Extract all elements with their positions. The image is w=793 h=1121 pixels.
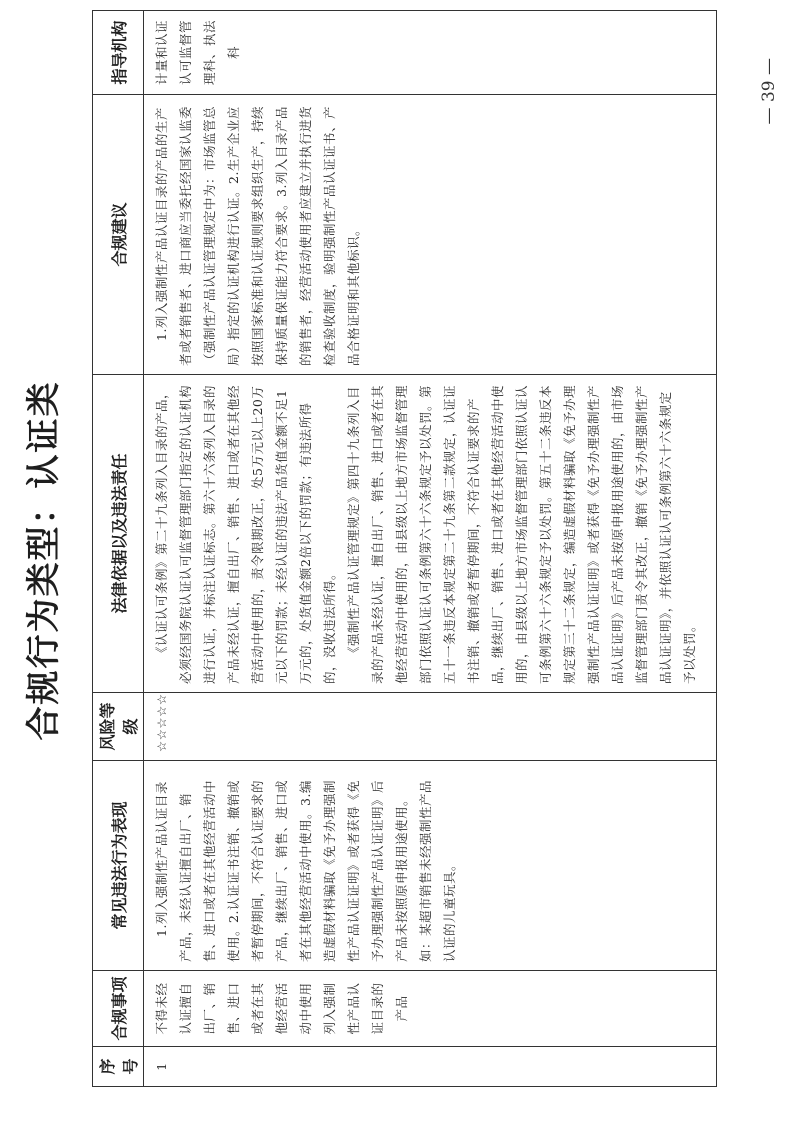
header-advice: 合规建议 [93,95,144,375]
cell-behaviors [144,761,717,971]
behaviors-text: 1.列入强制性产品认证目录产品，未经认证擅自出厂、销售、进口或者在其他经营活动中使用。2.认证证书注销、撤销或者暂停期间，不符合认证要求的产品，继续出厂、销售、进口或者在其他经营活动中使用。3.编造虚假材料骗取《免予办理强制性产品认证证明》或者获得《免予办理强制性产品认证证明》后产品未按照原申报用途使用。如：某超市销售未经强制性产品认证的儿童玩具。 [154,779,457,962]
header-item: 合规事项 [93,971,144,1047]
header-basis: 法律依据以及违法责任 [93,375,144,693]
table-row [144,11,717,1087]
cell-item: 不得未经认证擅自出厂、销售、进口或者在其他经营活动中使用列入强制性产品认证目录的产品 [144,971,717,1047]
page-title: 合规行为类型：认证类 [24,380,64,741]
table-header-row [93,11,144,1087]
header-seq: 序号 [93,1047,144,1087]
header-agency: 指导机构 [93,11,144,95]
compliance-table [92,10,717,1087]
cell-seq: 1 [144,1047,717,1087]
cell-advice [144,95,717,375]
header-behaviors: 常见违法行为表现 [93,761,144,971]
cell-risk-stars: ☆☆☆☆☆ [144,693,717,761]
header-risk: 风险等级 [93,693,144,761]
cell-basis [144,375,717,693]
basis-paragraph-1: 《认证认可条例》第二十九条列入目录的产品，必须经国务院认证认可监督管理部门指定的认证机构进行认证，并标注认证标志。第六十六条列入目录的产品未经认证，擅自出厂、销售、进口或者在其他经营活动中使用的，责令限期改正，处5万元以上20万元以下的罚款；未经认证的违法产品货值金额不足1万元的，处货值金额2倍以下的罚款；有违法所得的，没收违法所得。 [154,384,337,684]
advice-text: 1.列入强制性产品认证目录的产品的生产者或者销售者、进口商应当委托经国家认监委（强制性产品认证管理规定中为：市场监管总局）指定的认证机构进行认证。2.生产企业应按照国家标准和认证规则要求组织生产，持续保持质量保证能力符合要求。3.列入目录产品的销售者，经营活动使用者应建立并执行进货检查验收制度，验明强制性产品认证证书、产品合格证明和其他标识。 [154,105,361,366]
basis-paragraph-2: 《强制性产品认证管理规定》第四十九条列入目录的产品未经认证，擅自出厂、销售、进口或者在其他经营活动中使用的，由县级以上地方市场监督管理部门依照认证认可条例第六十六条规定予以处罚。第五十一条违反本规定第二十九条第二款规定，认证证书注销、撤销或者暂停期间，不符合认证要求的产品，继续出厂、销售、进口或者在其他经营活动中使用的，由县级以上地方市场监督管理部门依照认证认可条例第六十六条规定予以处罚。第五十二条违反本规定第三十二条规定，编造虚假材料骗取《免予办理强制性产品认证证明》或者获得《免予办理强制性产品认证证明》后产品未按原申报用途使用的，由市场监督管理部门责令其改正，撤销《免予办理强制性产品认证证明》，并依照认证认可条例第六十六条规定予以处罚。 [346,384,697,684]
cell-agency: 计量和认证认可监督管理科、执法科 [144,11,717,95]
page-number: — 39 — [759,58,779,125]
